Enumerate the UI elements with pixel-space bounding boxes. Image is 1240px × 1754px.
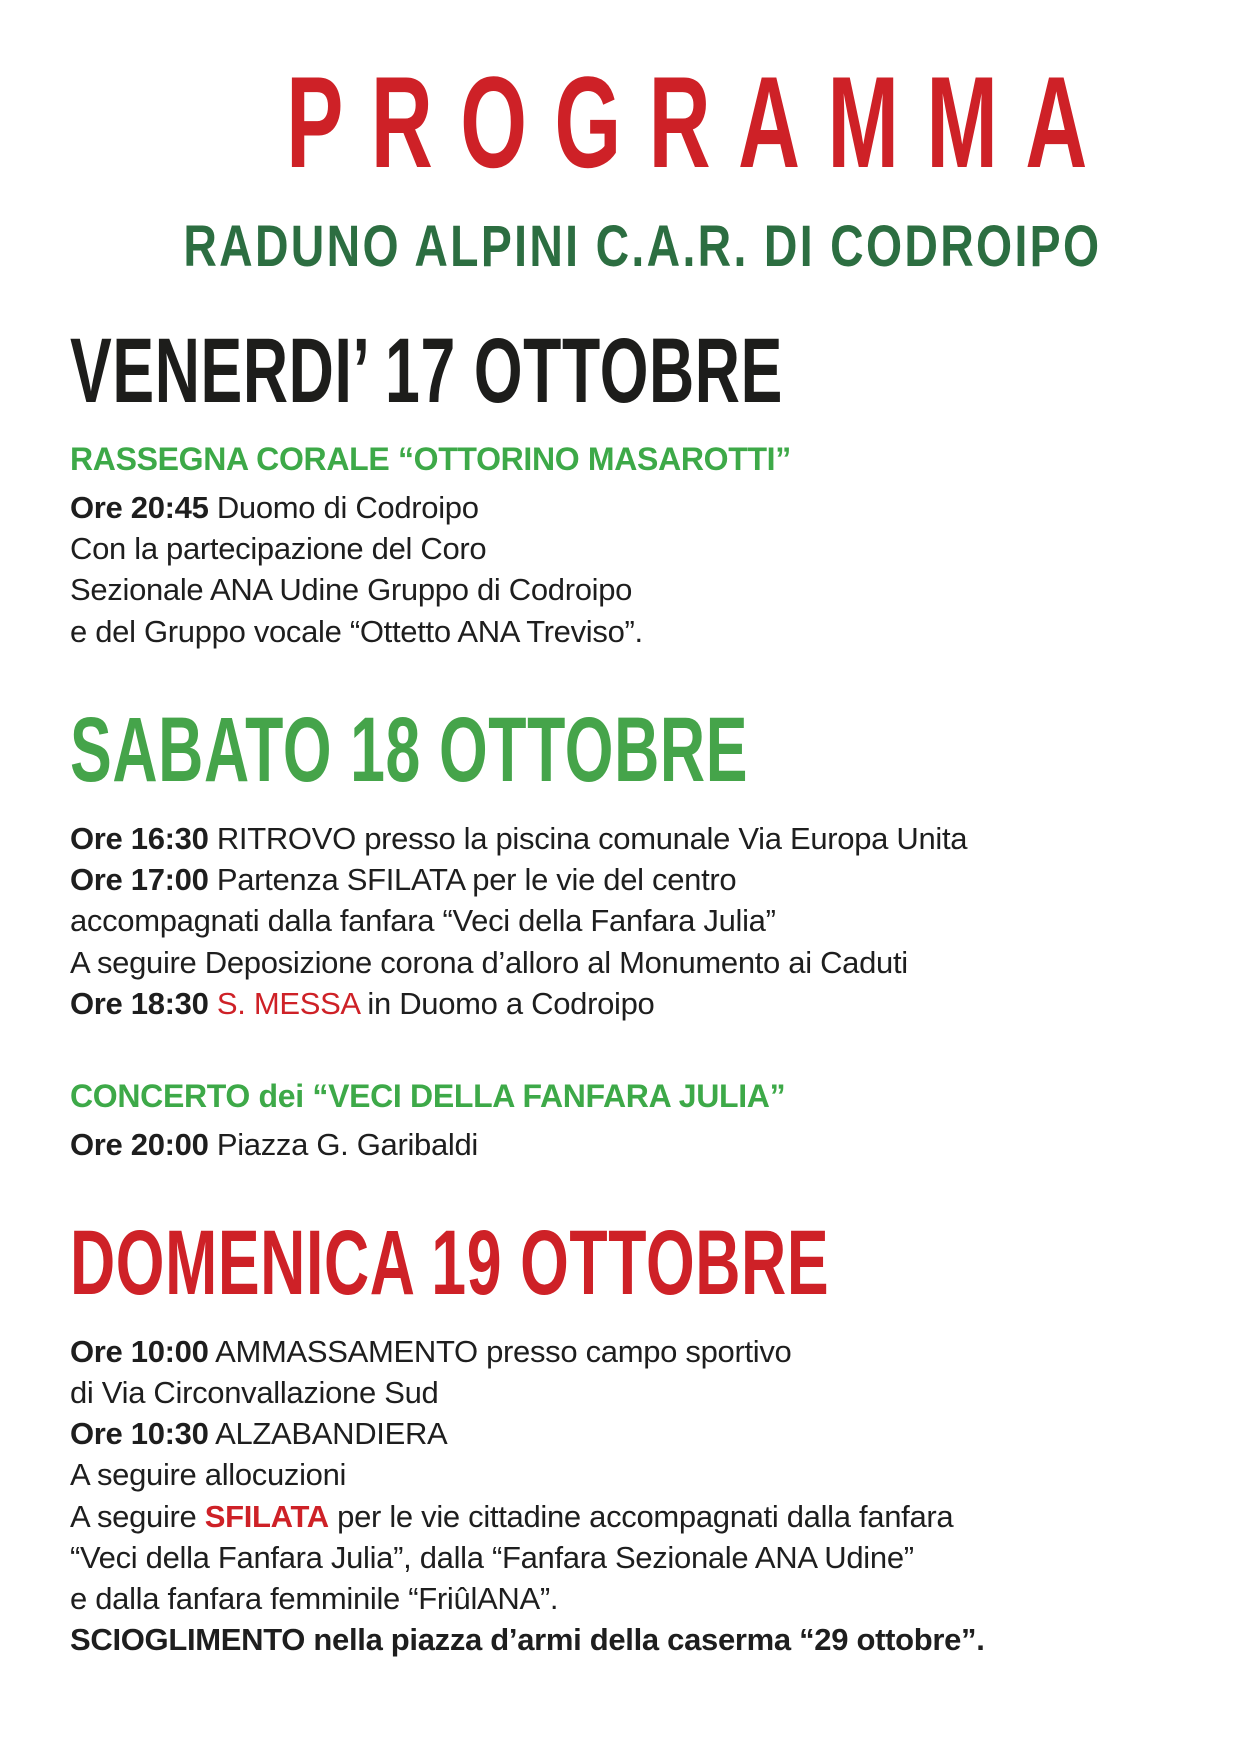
line-segment: di Via Circonvallazione Sud — [70, 1374, 439, 1410]
event-line — [70, 528, 1180, 569]
day-section — [70, 320, 1180, 651]
line-segment: RITROVO presso la piscina comunale Via Europa Unita — [208, 820, 968, 856]
event-subheading: RASSEGNA CORALE “OTTORINO MASAROTTI” — [70, 441, 791, 478]
line-segment: SCIOGLIMENTO nella piazza d’armi della caserma “29 ottobre”. — [70, 1622, 985, 1658]
event-subheading: CONCERTO dei “VECI DELLA FANFARA JULIA” — [70, 1077, 786, 1114]
line-segment: Partenza SFILATA per le vie del centro — [208, 862, 737, 898]
line-segment: A seguire allocuzioni — [70, 1457, 347, 1493]
day-heading: VENERDI’ 17 OTTOBRE — [70, 320, 783, 423]
event-line — [70, 983, 1180, 1024]
line-segment: Ore 20:00 — [70, 1126, 209, 1162]
line-segment: S. MESSA — [216, 985, 360, 1021]
line-segment: Ore 10:00 — [70, 1333, 209, 1369]
event-block — [70, 818, 1180, 1024]
event-line — [70, 1454, 1180, 1495]
event-line — [70, 1496, 1180, 1537]
sections — [70, 320, 1180, 1660]
day-heading: SABATO 18 OTTOBRE — [70, 698, 749, 801]
day-heading: DOMENICA 19 OTTOBRE — [70, 1211, 830, 1314]
line-segment: A seguire — [70, 1498, 205, 1534]
line-segment: Ore 18:30 — [70, 985, 209, 1021]
event-block — [70, 439, 1180, 651]
event-line — [70, 1537, 1180, 1578]
line-segment: e dalla fanfara femminile “FriûlANA”. — [70, 1581, 559, 1617]
line-segment: Ore 16:30 — [70, 820, 209, 856]
event-line — [70, 1331, 1180, 1372]
line-segment: Piazza G. Garibaldi — [208, 1126, 479, 1162]
line-segment: in Duomo a Codroipo — [359, 985, 655, 1021]
line-segment — [209, 986, 217, 1021]
event-line — [70, 1619, 1180, 1660]
line-segment: e del Gruppo vocale “Ottetto ANA Treviso”. — [70, 613, 643, 649]
event-line — [70, 1578, 1180, 1619]
line-segment: Ore 10:30 — [70, 1416, 209, 1452]
line-segment: Con la partecipazione del Coro — [70, 531, 487, 567]
event-line — [70, 942, 1180, 983]
line-segment: SFILATA — [204, 1498, 329, 1534]
event-line — [70, 1372, 1180, 1413]
line-segment: A seguire Deposizione corona d’alloro al Monumento ai Caduti — [70, 944, 908, 980]
event-block — [70, 1076, 1180, 1165]
line-segment: per le vie cittadine accompagnati dalla fanfara — [328, 1498, 954, 1534]
line-segment: AMMASSAMENTO presso campo sportivo — [208, 1333, 792, 1369]
day-section — [70, 698, 1180, 1165]
event-line — [70, 900, 1180, 941]
line-segment: Sezionale ANA Udine Gruppo di Codroipo — [70, 572, 633, 608]
event-line — [70, 1413, 1180, 1454]
line-segment: Ore 17:00 — [70, 862, 209, 898]
event-line — [70, 487, 1180, 528]
line-segment: ALZABANDIERA — [208, 1416, 448, 1452]
poster-title: PROGRAMMA — [286, 49, 1115, 195]
line-segment: “Veci della Fanfara Julia”, dalla “Fanfara Sezionale ANA Udine” — [70, 1539, 914, 1575]
event-block — [70, 1331, 1180, 1661]
event-line — [70, 859, 1180, 900]
poster-subtitle: RADUNO ALPINI C.A.R. DI CODROIPO — [183, 213, 1102, 279]
event-line — [70, 818, 1180, 859]
line-segment: accompagnati dalla fanfara “Veci della Fanfara Julia” — [70, 903, 776, 939]
day-section — [70, 1211, 1180, 1661]
event-line — [70, 611, 1180, 652]
event-line — [70, 1124, 1180, 1165]
event-line — [70, 569, 1180, 610]
line-segment: Duomo di Codroipo — [208, 489, 479, 525]
line-segment: Ore 20:45 — [70, 489, 209, 525]
